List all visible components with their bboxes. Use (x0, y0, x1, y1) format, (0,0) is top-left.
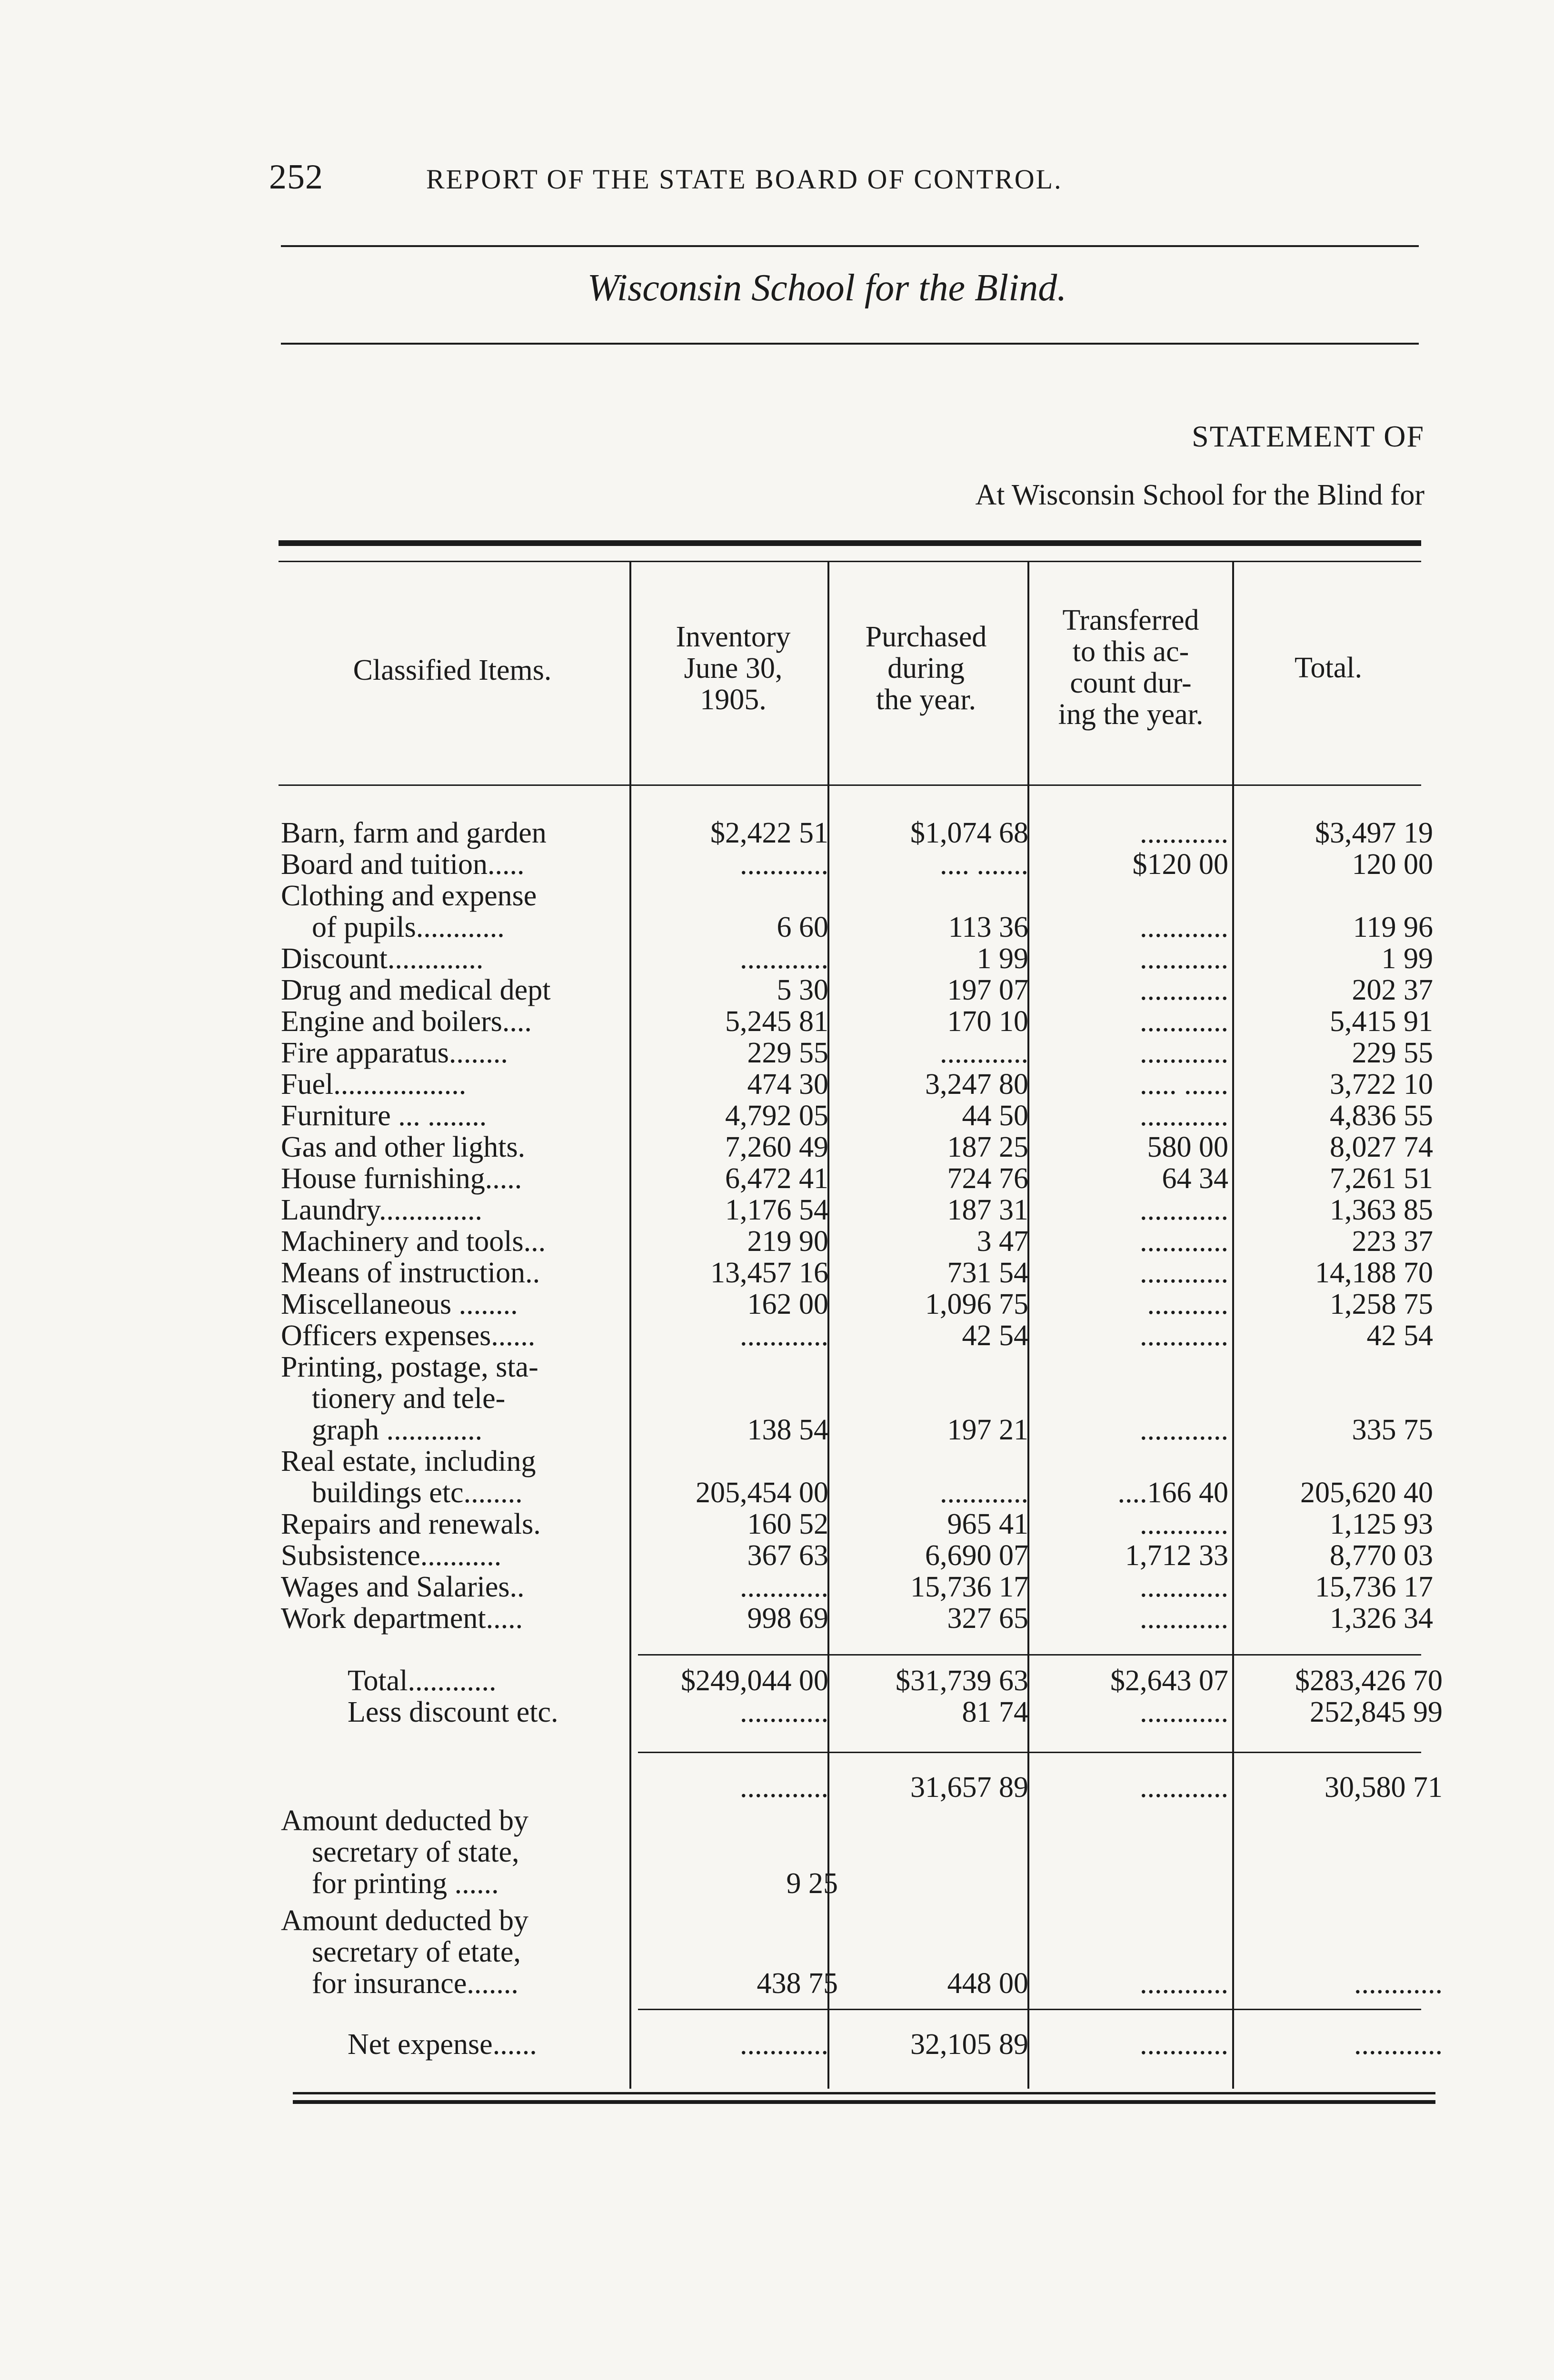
insurance-rule (638, 2009, 1421, 2010)
row-label: Means of instruction.. (281, 1257, 540, 1289)
cell-transferred: ............ (1140, 1414, 1228, 1446)
cell-transferred: 64 34 (1162, 1162, 1228, 1195)
cell-purchased: 1 99 (976, 942, 1028, 975)
row-label: Fire apparatus........ (281, 1037, 508, 1069)
cell-purchased: 44 50 (962, 1100, 1028, 1132)
cell-purchased: .... ....... (940, 848, 1028, 881)
printing-inventory: 9 25 (786, 1867, 838, 1900)
cell-total: 14,188 70 (1315, 1257, 1433, 1289)
row-label: Clothing and expense (281, 880, 537, 912)
cell-inventory: 474 30 (747, 1068, 828, 1101)
running-head (269, 157, 1063, 198)
cell-inventory: ............ (740, 848, 828, 881)
cell-inventory: 13,457 16 (710, 1257, 828, 1289)
row-label: secretary of etate, (312, 1936, 521, 1968)
row-label: Miscellaneous ........ (281, 1288, 518, 1320)
header-items: Classified Items. (353, 654, 552, 686)
cell-purchased: 6,690 07 (925, 1539, 1028, 1572)
header-inventory-line: Inventory (676, 621, 791, 653)
cell-total: 4,836 55 (1330, 1100, 1433, 1132)
insurance-purchased: 448 00 (947, 1967, 1028, 2000)
row-label: Printing, postage, sta- (281, 1351, 538, 1383)
cell-purchased: 3,247 80 (925, 1068, 1028, 1101)
cell-total: 202 37 (1352, 974, 1433, 1006)
row-label: House furnishing..... (281, 1162, 522, 1195)
row-label: secretary of state, (312, 1836, 519, 1868)
cell-total: 1,125 93 (1330, 1508, 1433, 1540)
cell-inventory: ............ (740, 942, 828, 975)
cell-total: 1,326 34 (1330, 1602, 1433, 1635)
cell-transferred: ............ (1140, 1225, 1228, 1258)
cell-total: 8,027 74 (1330, 1131, 1433, 1163)
total-rule (638, 1654, 1421, 1656)
row-label: Board and tuition..... (281, 848, 525, 881)
cell-transferred: $120 00 (1132, 848, 1228, 881)
row-label: Laundry.............. (281, 1194, 483, 1226)
cell-inventory: 7,260 49 (725, 1131, 828, 1163)
cell-inventory: 162 00 (747, 1288, 828, 1320)
insurance-total: ............ (1354, 1967, 1443, 2000)
header-inventory-line: 1905. (700, 684, 767, 716)
cell-purchased: 1,096 75 (925, 1288, 1028, 1320)
net-purchased: 31,657 89 (910, 1771, 1028, 1804)
table-top-rule-thin (279, 561, 1421, 562)
row-label: Total............ (348, 1665, 497, 1697)
row-label: Barn, farm and garden (281, 817, 547, 849)
less-transferred: ............ (1140, 1696, 1228, 1728)
statement-heading: STATEMENT OF (1192, 419, 1424, 453)
cell-purchased: ............ (940, 1037, 1028, 1069)
header-inventory (638, 621, 828, 715)
header-transferred-line: count dur- (1070, 667, 1192, 699)
total-transferred: $2,643 07 (1110, 1665, 1228, 1697)
net-total: 30,580 71 (1325, 1771, 1443, 1804)
netexp-transferred: ............ (1140, 2028, 1228, 2061)
head-rule-top (281, 245, 1419, 247)
cell-total: 7,261 51 (1330, 1162, 1433, 1195)
header-bottom-rule (279, 784, 1421, 786)
cell-inventory: 219 90 (747, 1225, 828, 1258)
cell-transferred: ............ (1140, 911, 1228, 943)
statement-subheading: At Wisconsin School for the Blind for (975, 479, 1424, 511)
row-label: Less discount etc. (348, 1696, 558, 1728)
cell-transferred: 1,712 33 (1125, 1539, 1228, 1572)
cell-inventory: 6 60 (777, 911, 828, 943)
cell-inventory: 138 54 (747, 1414, 828, 1446)
cell-total: 229 55 (1352, 1037, 1433, 1069)
cell-transferred: ..... ...... (1140, 1068, 1228, 1101)
cell-transferred: ............ (1140, 1100, 1228, 1132)
cell-inventory: 1,176 54 (725, 1194, 828, 1226)
cell-purchased: 3 47 (976, 1225, 1028, 1258)
cell-transferred: ............ (1140, 1508, 1228, 1540)
cell-inventory: ............ (740, 1571, 828, 1603)
cell-total: 8,770 03 (1330, 1539, 1433, 1572)
cell-total: 42 54 (1366, 1319, 1433, 1352)
row-label: Discount............. (281, 942, 484, 975)
header-purchased-line: the year. (876, 684, 976, 716)
cell-inventory: 5 30 (777, 974, 828, 1006)
cell-transferred: ............ (1140, 1005, 1228, 1038)
cell-inventory: 160 52 (747, 1508, 828, 1540)
header-transferred-line: ing the year. (1058, 698, 1204, 731)
cell-inventory: 5,245 81 (725, 1005, 828, 1038)
col-rule-4 (1232, 561, 1234, 2089)
cell-transferred: ............ (1140, 942, 1228, 975)
row-label: Real estate, including (281, 1445, 536, 1478)
less-purchased: 81 74 (962, 1696, 1028, 1728)
table-bottom-rule-2 (293, 2100, 1435, 2104)
header-transferred-line: Transferred (1062, 604, 1199, 636)
row-label: Machinery and tools... (281, 1225, 546, 1258)
cell-total: 1 99 (1381, 942, 1433, 975)
cell-inventory: 367 63 (747, 1539, 828, 1572)
row-label: Amount deducted by (281, 1904, 529, 1937)
cell-purchased: 724 76 (947, 1162, 1028, 1195)
cell-inventory: 6,472 41 (725, 1162, 828, 1195)
cell-purchased: 197 07 (947, 974, 1028, 1006)
row-label: Amount deducted by (281, 1805, 529, 1837)
cell-transferred: ............ (1140, 1194, 1228, 1226)
net-transferred: ............ (1140, 1771, 1228, 1804)
header-purchased-line: during (887, 652, 965, 684)
insurance-inventory: 438 75 (757, 1967, 838, 2000)
cell-purchased: 113 36 (948, 911, 1028, 943)
col-rule-1 (629, 561, 631, 2089)
running-head-title: REPORT OF THE STATE BOARD OF CONTROL. (426, 164, 1063, 195)
cell-purchased: 15,736 17 (910, 1571, 1028, 1603)
page-number: 252 (269, 158, 323, 197)
cell-transferred: ............ (1140, 1602, 1228, 1635)
cell-total: 120 00 (1352, 848, 1433, 881)
cell-inventory: 4,792 05 (725, 1100, 828, 1132)
cell-total: 119 96 (1353, 911, 1433, 943)
row-label: Wages and Salaries.. (281, 1571, 525, 1603)
netexp-total: ............ (1354, 2028, 1443, 2061)
cell-total: 205,620 40 (1300, 1477, 1433, 1509)
header-purchased (831, 621, 1021, 715)
table-bottom-rule (293, 2092, 1435, 2094)
row-label: Officers expenses...... (281, 1319, 536, 1352)
cell-inventory: $2,422 51 (710, 817, 828, 849)
cell-total: 335 75 (1352, 1414, 1433, 1446)
cell-total: $3,497 19 (1315, 817, 1433, 849)
row-label: of pupils............ (312, 911, 505, 943)
less-rule (638, 1752, 1421, 1753)
cell-purchased: 197 21 (947, 1414, 1028, 1446)
cell-transferred: ........... (1147, 1288, 1228, 1320)
row-label: Drug and medical dept (281, 974, 551, 1006)
cell-purchased: 731 54 (947, 1257, 1028, 1289)
row-label: for printing ...... (312, 1867, 499, 1900)
cell-purchased: 965 41 (947, 1508, 1028, 1540)
row-label: buildings etc........ (312, 1477, 523, 1509)
total-purchased: $31,739 63 (896, 1665, 1028, 1697)
cell-inventory: 998 69 (747, 1602, 828, 1635)
row-label: tionery and tele- (312, 1382, 506, 1415)
cell-transferred: ....166 40 (1117, 1477, 1228, 1509)
row-label: Engine and boilers.... (281, 1005, 532, 1038)
row-label: Subsistence........... (281, 1539, 502, 1572)
cell-transferred: ............ (1140, 1257, 1228, 1289)
netexp-inventory: ............ (740, 2028, 828, 2061)
less-total: 252,845 99 (1310, 1696, 1443, 1728)
less-inventory: ............ (740, 1696, 828, 1728)
cell-inventory: ............ (740, 1319, 828, 1352)
total-total: $283,426 70 (1295, 1665, 1443, 1697)
cell-purchased: 327 65 (947, 1602, 1028, 1635)
header-transferred (1031, 605, 1231, 730)
insurance-transferred: ............ (1140, 1967, 1228, 2000)
row-label: Furniture ... ........ (281, 1100, 487, 1132)
cell-purchased: $1,074 68 (910, 817, 1028, 849)
cell-total: 15,736 17 (1315, 1571, 1433, 1603)
cell-inventory: 205,454 00 (696, 1477, 828, 1509)
cell-transferred: 580 00 (1147, 1131, 1228, 1163)
header-purchased-line: Purchased (865, 621, 987, 653)
cell-total: 1,363 85 (1330, 1194, 1433, 1226)
head-rule-bottom (281, 343, 1419, 345)
header-transferred-line: to this ac- (1072, 635, 1189, 668)
cell-purchased: 170 10 (947, 1005, 1028, 1038)
cell-transferred: ............ (1140, 1037, 1228, 1069)
row-label: for insurance....... (312, 1967, 518, 2000)
table-top-rule (279, 540, 1421, 546)
cell-total: 5,415 91 (1330, 1005, 1433, 1038)
total-inventory: $249,044 00 (681, 1665, 828, 1697)
row-label: Net expense...... (348, 2028, 537, 2061)
cell-transferred: ............ (1140, 1319, 1228, 1352)
subtitle: Wisconsin School for the Blind. (587, 267, 1067, 309)
cell-purchased: ............ (940, 1477, 1028, 1509)
row-label: Work department..... (281, 1602, 523, 1635)
header-inventory-line: June 30, (684, 652, 783, 684)
cell-transferred: ............ (1140, 1571, 1228, 1603)
cell-total: 3,722 10 (1330, 1068, 1433, 1101)
cell-total: 223 37 (1352, 1225, 1433, 1258)
cell-total: 1,258 75 (1330, 1288, 1433, 1320)
row-label: Gas and other lights. (281, 1131, 526, 1163)
cell-purchased: 42 54 (962, 1319, 1028, 1352)
cell-inventory: 229 55 (747, 1037, 828, 1069)
row-label: graph ............. (312, 1414, 483, 1446)
cell-purchased: 187 25 (947, 1131, 1028, 1163)
row-label: Repairs and renewals. (281, 1508, 541, 1540)
net-inventory: ............ (740, 1771, 828, 1804)
cell-transferred: ............ (1140, 974, 1228, 1006)
row-label: Fuel.................. (281, 1068, 467, 1101)
cell-purchased: 187 31 (947, 1194, 1028, 1226)
header-total: Total. (1294, 652, 1362, 684)
netexp-purchased: 32,105 89 (910, 2028, 1028, 2061)
cell-transferred: ............ (1140, 817, 1228, 849)
